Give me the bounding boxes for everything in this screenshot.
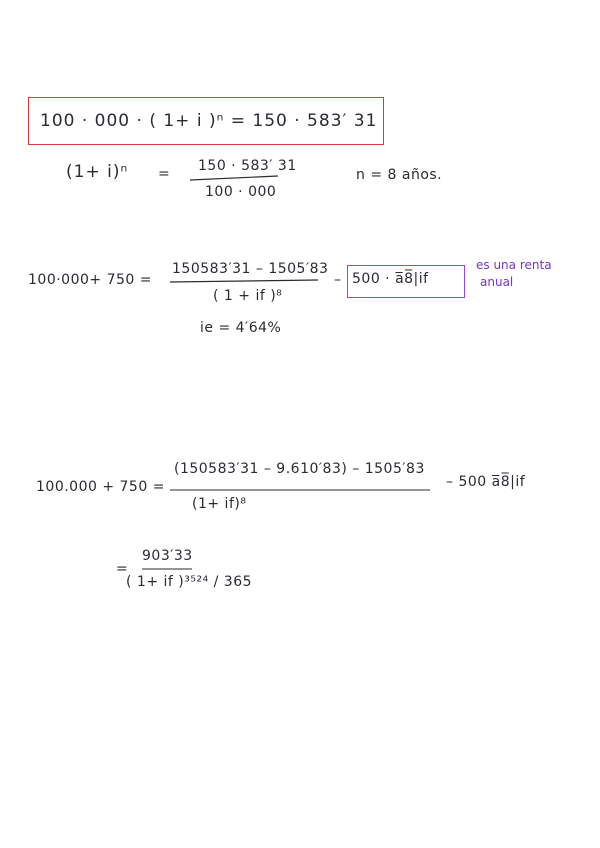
fraction-numerator: 150583′31 – 1505′83 xyxy=(172,261,329,277)
compound-factor-lhs: (1+ i)ⁿ xyxy=(66,162,129,182)
effective-rate: ie = 4′64% xyxy=(200,320,282,336)
fraction-denominator: 100 · 000 xyxy=(205,184,277,200)
minus-sign: – xyxy=(334,272,342,288)
capital-lhs: 100.000 + 750 = xyxy=(36,479,165,495)
annuity-term: – 500 a̅8̅|if xyxy=(446,474,526,490)
fraction-denominator: ( 1+ if )³⁵²⁴ / 365 xyxy=(126,574,253,590)
equals-sign: = xyxy=(116,561,129,577)
boxed-equation: 100 · 000 · ( 1+ i )ⁿ = 150 · 583′ 31 xyxy=(40,111,378,131)
annotation-line-2: anual xyxy=(480,275,514,289)
capital-lhs: 100·000+ 750 = xyxy=(28,272,152,288)
fraction-bar xyxy=(190,176,278,180)
equals-sign: = xyxy=(158,166,171,182)
fraction-numerator: 903′33 xyxy=(142,548,193,564)
fraction-denominator: (1+ if)⁸ xyxy=(192,496,247,512)
fraction-numerator: 150 · 583′ 31 xyxy=(198,158,297,174)
annotation-line-1: es una renta xyxy=(476,258,552,272)
years-result: n = 8 años. xyxy=(356,167,443,183)
fraction-bar xyxy=(170,280,318,282)
fraction-denominator: ( 1 + if )⁸ xyxy=(213,288,283,304)
annuity-term: 500 · a̅8̅|if xyxy=(352,271,429,287)
fraction-numerator: (150583′31 – 9.610′83) – 1505′83 xyxy=(174,461,425,477)
